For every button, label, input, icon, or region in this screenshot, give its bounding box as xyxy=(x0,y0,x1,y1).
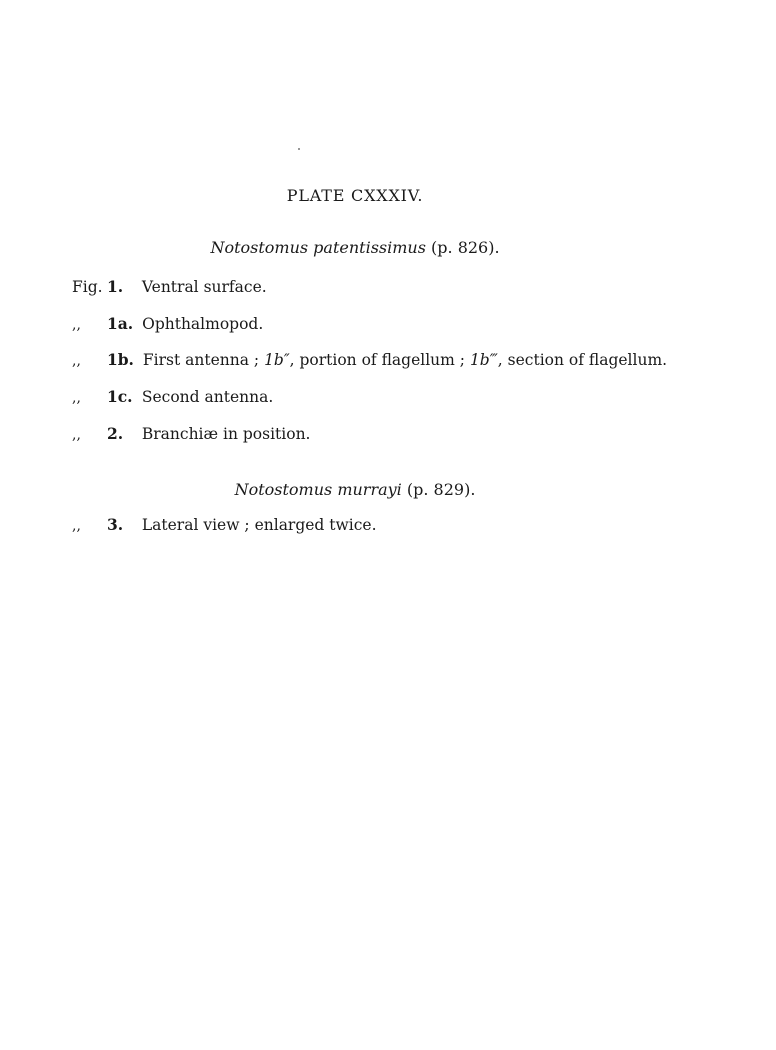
figure-description: Lateral view ; enlarged twice. xyxy=(141,516,377,534)
ditto-mark: ,, xyxy=(72,317,81,333)
print-speck xyxy=(298,148,300,150)
description-part: , portion of flagellum ; xyxy=(289,351,465,369)
figure-description: Branchiæ in position. xyxy=(141,425,311,443)
ditto-mark: ,, xyxy=(72,390,81,406)
figure-number: 1b. xyxy=(106,350,134,369)
description-part: , section of flagellum. xyxy=(497,351,668,369)
figure-entry-1a xyxy=(72,314,263,333)
figure-number: 1a. xyxy=(106,314,134,333)
figure-description xyxy=(143,351,667,369)
figure-entry-1b xyxy=(72,350,667,369)
plate-title: PLATE CXXXIV. xyxy=(286,186,424,205)
ditto-mark: ,, xyxy=(72,427,81,443)
figure-number: 1. xyxy=(106,277,124,296)
description-part: First antenna ; xyxy=(142,351,260,369)
figure-description: Ophthalmopod. xyxy=(142,315,264,333)
figure-number: 2. xyxy=(106,424,124,443)
figure-entry-3 xyxy=(72,515,377,534)
figure-description: Ventral surface. xyxy=(141,278,267,296)
page-reference: (p. 829). xyxy=(406,480,476,499)
figure-reference: 1b″ xyxy=(264,351,290,369)
figure-description: Second antenna. xyxy=(141,388,274,406)
fig-label: Fig. xyxy=(72,278,103,296)
species-heading-murrayi xyxy=(0,480,710,499)
figure-entry-2 xyxy=(72,424,310,443)
figure-number: 3. xyxy=(106,515,124,534)
ditto-mark: ,, xyxy=(72,518,81,534)
species-name: Notostomus murrayi xyxy=(234,480,402,499)
figure-number: 1c. xyxy=(106,387,133,406)
figure-entry-1c xyxy=(72,387,273,406)
page-reference: (p. 826). xyxy=(431,238,500,257)
figure-entry-1 xyxy=(72,277,267,296)
figure-reference: 1b‴ xyxy=(469,351,498,369)
species-heading-patentissimus xyxy=(0,238,710,257)
species-name: Notostomus patentissimus xyxy=(210,238,426,257)
ditto-mark: ,, xyxy=(72,353,81,369)
